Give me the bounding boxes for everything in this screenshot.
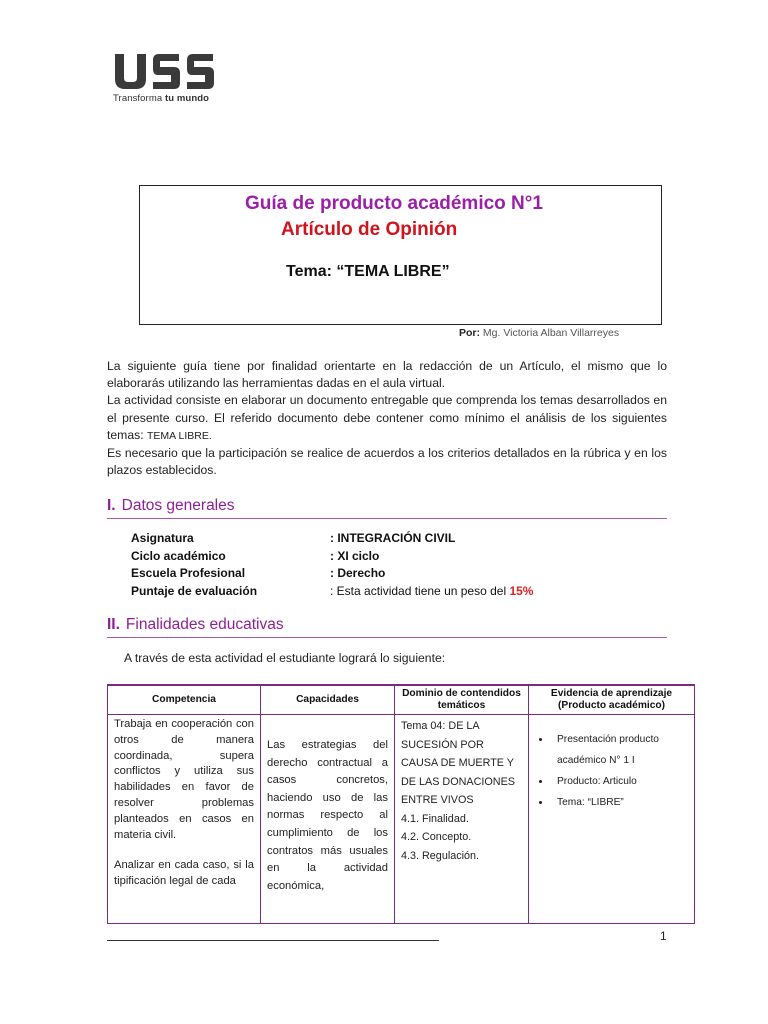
general-data-list (131, 530, 533, 600)
cell-evidencia (529, 715, 695, 924)
guide-title: Guía de producto académico N°1 (245, 193, 543, 214)
topic-title: Tema: “TEMA LIBRE” (286, 263, 450, 280)
intro-paragraph-2: La actividad consiste en elaborar un documento entregable que comprenda los temas desarrollados en el presente curso. El referido documento debe contener como mínimo el análisis de los siguientes temas: TEMA LIBRE. (107, 393, 667, 442)
intro-text (107, 358, 667, 479)
list-item: Escuela Profesional : Derecho (131, 566, 386, 581)
intro-paragraph-1: La siguiente guía tiene por finalidad orientarte en la redacción de un Artículo, el mismo que lo elaborarás utilizando las herramientas dadas en el aula virtual. (107, 359, 667, 391)
intro-paragraph-3: Es necesario que la participación se realice de acuerdos a los criterios detallados en la rúbrica y en los plazos establecidos. (107, 446, 667, 478)
cell-capacidades: Las estrategias del derecho contractual a casos concretos, haciendo uso de las normas respecto al cumplimiento de los contratos más usuales en la actividad económica, (261, 715, 395, 924)
uss-logo-mark (113, 52, 223, 90)
cell-competencia: Trabaja en cooperación con otros de manera coordinada, supera conflictos y utiliza sus habilidades en favor de resolver problemas planteados en casos en materia civil. Analizar en cada caso, si la tipificación legal de cada (108, 715, 261, 924)
uss-logo (113, 52, 223, 104)
list-item-weight: Puntaje de evaluación : Esta actividad tiene un peso del 15% (131, 583, 534, 598)
logo-tagline: Transforma tu mundo (113, 93, 210, 104)
title-box (139, 185, 662, 325)
table-row (108, 715, 695, 924)
article-title: Artículo de Opinión (281, 219, 458, 240)
list-item: Ciclo académico : XI ciclo (131, 548, 380, 563)
cell-dominio: Tema 04: DE LA SUCESIÓN POR CAUSA DE MUERTE Y DE LAS DONACIONES ENTRE VIVOS 4.1. Finalidad. 4.2. Concepto. 4.3. Regulación. (395, 715, 529, 924)
header-capacidades: Capacidades (261, 685, 395, 715)
author-line: Por: Mg. Victoria Alban Villarreyes (459, 327, 620, 339)
footer-divider (107, 940, 439, 941)
list-item: • Presentación producto académico N° 1 I (551, 729, 688, 771)
page-number: 1 (660, 929, 667, 943)
header-dominio: Dominio de contendidos temáticos (395, 685, 529, 715)
header-competencia: Competencia (108, 685, 261, 715)
competencies-table (107, 684, 695, 924)
list-item: Asignatura : INTEGRACIÓN CIVIL (131, 531, 456, 545)
table-header-row (108, 685, 695, 715)
section-finalidades-educativas: II. Finalidades educativas (107, 616, 667, 638)
list-item: • Producto: Articulo (551, 771, 688, 792)
header-evidencia: Evidencia de aprendizaje (Producto académico) (529, 685, 695, 715)
uss-letters-icon (113, 52, 217, 90)
list-item: • Tema: “LIBRE” (551, 792, 688, 813)
section-datos-generales: I. Datos generales (107, 497, 667, 519)
section2-lead: A través de esta actividad el estudiante logrará lo siguiente: (124, 651, 446, 665)
